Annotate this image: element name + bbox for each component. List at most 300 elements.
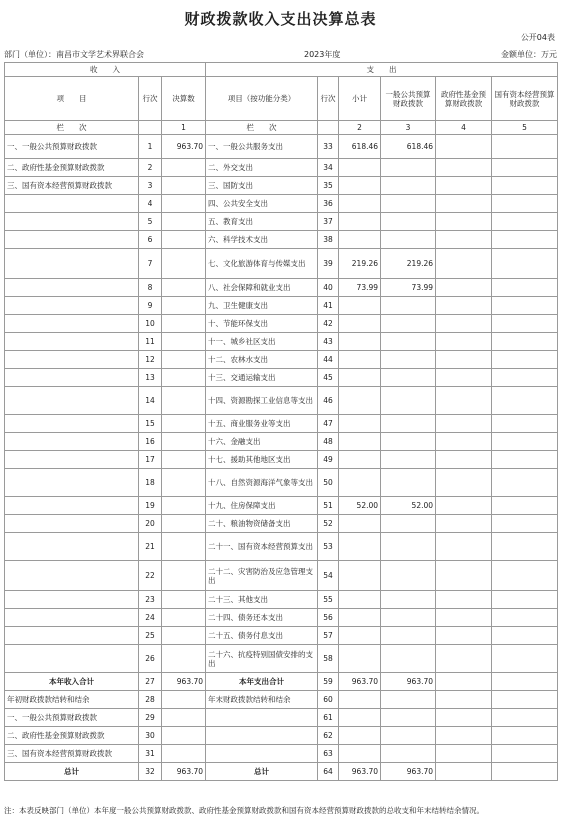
income-row-no: 11 [139,333,162,351]
col-number: 2 [339,121,381,135]
expense-gfb [436,469,492,497]
expense-gfb [436,177,492,195]
income-amount: 963.70 [162,135,206,159]
table-row [5,297,558,315]
expense-gpb [381,533,436,561]
table-row [5,763,558,781]
subtotal-header: 小计 [339,77,381,121]
expense-gpb [381,387,436,415]
expense-gpb [381,213,436,231]
expense-subtotal [339,297,381,315]
expense-row-no: 58 [318,645,339,673]
expense-row-no: 39 [318,249,339,279]
expense-scob [492,591,558,609]
expense-scob [492,691,558,709]
unit-label: 金额单位：万元 [501,50,557,59]
expense-gpb [381,727,436,745]
expense-scob [492,387,558,415]
income-row-no: 1 [139,135,162,159]
expense-item: 四、公共安全支出 [206,195,318,213]
income-amount: 963.70 [162,763,206,781]
income-item [5,561,139,591]
expense-row-no: 41 [318,297,339,315]
expense-scob [492,609,558,627]
table-row [5,515,558,533]
expense-subtotal [339,533,381,561]
expense-gfb [436,333,492,351]
income-item [5,195,139,213]
expense-item: 二十五、债务付息支出 [206,627,318,645]
expense-gfb [436,351,492,369]
income-amount [162,709,206,727]
expense-scob [492,135,558,159]
income-amount [162,297,206,315]
expense-scob [492,645,558,673]
expense-subtotal [339,627,381,645]
meta-bar [4,47,557,61]
expense-gfb [436,591,492,609]
expense-item: 十六、金融支出 [206,433,318,451]
income-row-no: 27 [139,673,162,691]
gpb-header: 一般公共预算财政拨款 [381,77,436,121]
table-row [5,645,558,673]
expense-row-no: 60 [318,691,339,709]
income-amount [162,745,206,763]
income-amount [162,213,206,231]
expense-subtotal [339,387,381,415]
expense-row-no: 51 [318,497,339,515]
income-row-no: 18 [139,469,162,497]
expense-row-no: 63 [318,745,339,763]
income-item [5,387,139,415]
income-item: 一、一般公共预算财政拨款 [5,709,139,727]
expense-item: 九、卫生健康支出 [206,297,318,315]
expense-subtotal [339,333,381,351]
expense-gpb [381,351,436,369]
col-number: 4 [436,121,492,135]
income-item: 二、政府性基金预算财政拨款 [5,727,139,745]
income-amount [162,315,206,333]
expense-gpb [381,177,436,195]
expense-subtotal [339,469,381,497]
expense-gfb [436,195,492,213]
income-amount [162,591,206,609]
expense-scob [492,469,558,497]
income-amount [162,645,206,673]
income-row-no: 2 [139,159,162,177]
expense-subtotal [339,213,381,231]
income-amount [162,451,206,469]
expense-item: 二十六、抗疫特别国债安排的支出 [206,645,318,673]
income-row-no: 3 [139,177,162,195]
expense-gpb [381,609,436,627]
income-item [5,533,139,561]
expense-row-no: 46 [318,387,339,415]
expense-row-no: 47 [318,415,339,433]
income-row-no: 16 [139,433,162,451]
table-row [5,351,558,369]
expense-gpb [381,159,436,177]
item-header: 项 目 [5,77,139,121]
expense-row-no: 48 [318,433,339,451]
table-row [5,231,558,249]
income-item [5,315,139,333]
expense-gpb: 52.00 [381,497,436,515]
form-number: 公开04表 [520,33,555,42]
expense-row-no: 61 [318,709,339,727]
row-no-header: 行次 [318,77,339,121]
expense-scob [492,177,558,195]
table-row [5,451,558,469]
expense-item [206,709,318,727]
footnote: 注：本表反映部门（单位）本年度一般公共预算财政拨款、政府性基金预算财政拨款和国有资本经营预算财政拨款的总收支和年末结转结余情况。 [4,806,484,815]
expense-scob [492,415,558,433]
expense-gpb: 73.99 [381,279,436,297]
income-row-no: 32 [139,763,162,781]
expense-row-no: 35 [318,177,339,195]
expense-row-no: 64 [318,763,339,781]
expense-subtotal: 963.70 [339,673,381,691]
expense-subtotal [339,433,381,451]
income-amount [162,469,206,497]
expense-row-no: 59 [318,673,339,691]
expense-gpb [381,515,436,533]
expense-row-no: 38 [318,231,339,249]
table-row [5,333,558,351]
income-row-no: 21 [139,533,162,561]
table-row [5,249,558,279]
table-row [5,135,558,159]
income-amount: 963.70 [162,673,206,691]
expense-scob [492,433,558,451]
expense-item: 十八、自然资源海洋气象等支出 [206,469,318,497]
expense-subtotal [339,351,381,369]
income-item: 本年收入合计 [5,673,139,691]
expense-scob [492,369,558,387]
gfb-header: 政府性基金预算财政拨款 [436,77,492,121]
income-row-no: 10 [139,315,162,333]
income-amount [162,387,206,415]
table-row [5,159,558,177]
table-row [5,627,558,645]
income-row-no: 23 [139,591,162,609]
income-row-no: 28 [139,691,162,709]
expense-row-no: 42 [318,315,339,333]
expense-gfb [436,727,492,745]
expense-item: 二、外交支出 [206,159,318,177]
income-amount [162,415,206,433]
income-item: 年初财政拨款结转和结余 [5,691,139,709]
income-item: 一、一般公共预算财政拨款 [5,135,139,159]
expense-gpb [381,591,436,609]
expense-subtotal [339,609,381,627]
income-row-no: 22 [139,561,162,591]
func-item-header: 项目（按功能分类） [206,77,318,121]
expense-subtotal [339,727,381,745]
budget-table [4,62,558,781]
expense-gfb [436,497,492,515]
expense-subtotal [339,451,381,469]
table-row [5,195,558,213]
expense-gpb [381,709,436,727]
expense-subtotal [339,315,381,333]
year-label: 2023年度 [304,50,341,59]
income-row-no: 17 [139,451,162,469]
income-row-no: 24 [139,609,162,627]
expense-row-no: 62 [318,727,339,745]
income-item: 三、国有资本经营预算财政拨款 [5,177,139,195]
expense-subtotal [339,195,381,213]
expense-item: 十九、住房保障支出 [206,497,318,515]
income-row-no: 25 [139,627,162,645]
expense-subtotal: 52.00 [339,497,381,515]
table-row [5,177,558,195]
scob-header: 国有资本经营预算财政拨款 [492,77,558,121]
income-item [5,297,139,315]
income-row-no: 7 [139,249,162,279]
expense-gpb [381,745,436,763]
col-number: 1 [162,121,206,135]
income-row-no: 26 [139,645,162,673]
expense-subtotal [339,177,381,195]
expense-gfb [436,451,492,469]
expense-row-no: 56 [318,609,339,627]
expense-scob [492,195,558,213]
table-row [5,745,558,763]
expense-row-no: 36 [318,195,339,213]
expense-item: 二十、粮油物资储备支出 [206,515,318,533]
table-row [5,369,558,387]
expense-item: 十二、农林水支出 [206,351,318,369]
table-row [5,727,558,745]
expense-gfb [436,135,492,159]
expense-gfb [436,279,492,297]
income-item [5,591,139,609]
income-row-no: 14 [139,387,162,415]
expense-subtotal [339,515,381,533]
expense-gpb [381,231,436,249]
expense-subtotal [339,561,381,591]
expense-item: 七、文化旅游体育与传媒支出 [206,249,318,279]
expense-subtotal [339,159,381,177]
expense-gfb [436,533,492,561]
expense-item: 总计 [206,763,318,781]
expense-gfb [436,213,492,231]
income-item [5,351,139,369]
table-row [5,497,558,515]
income-item [5,515,139,533]
expense-row-no: 53 [318,533,339,561]
row-no-header: 行次 [139,77,162,121]
table-body [5,135,558,781]
expense-subtotal: 618.46 [339,135,381,159]
expense-gpb: 963.70 [381,673,436,691]
expense-item: 二十四、债务还本支出 [206,609,318,627]
income-row-no: 31 [139,745,162,763]
income-item: 三、国有资本经营预算财政拨款 [5,745,139,763]
expense-row-no: 33 [318,135,339,159]
expense-gfb [436,387,492,415]
expense-scob [492,515,558,533]
income-amount [162,609,206,627]
income-amount [162,249,206,279]
expense-gpb [381,297,436,315]
table-row [5,591,558,609]
income-item [5,333,139,351]
income-item [5,231,139,249]
income-amount [162,279,206,297]
table-row [5,533,558,561]
expense-subtotal [339,745,381,763]
table-row [5,673,558,691]
expense-gfb [436,231,492,249]
income-item [5,433,139,451]
expense-row-no: 43 [318,333,339,351]
expense-gfb [436,249,492,279]
income-item [5,415,139,433]
income-row-no: 12 [139,351,162,369]
expense-item: 三、国防支出 [206,177,318,195]
expense-scob [492,727,558,745]
income-amount [162,497,206,515]
expense-gfb [436,369,492,387]
expense-subtotal [339,415,381,433]
expense-subtotal: 73.99 [339,279,381,297]
expense-gfb [436,561,492,591]
table-row [5,279,558,297]
expense-row-no: 37 [318,213,339,231]
expense-scob [492,763,558,781]
expense-gpb: 219.26 [381,249,436,279]
income-item: 总计 [5,763,139,781]
income-amount [162,515,206,533]
expense-scob [492,561,558,591]
income-amount [162,351,206,369]
expense-item: 二十一、国有资本经营预算支出 [206,533,318,561]
expense-subtotal: 219.26 [339,249,381,279]
expense-item: 五、教育支出 [206,213,318,231]
expense-row-no: 40 [318,279,339,297]
expense-row-no: 57 [318,627,339,645]
expense-row-no: 50 [318,469,339,497]
expense-gpb: 618.46 [381,135,436,159]
table-row [5,561,558,591]
table-row [5,415,558,433]
col-number: 5 [492,121,558,135]
expense-row-no: 34 [318,159,339,177]
income-amount [162,177,206,195]
income-header: 收 入 [5,63,206,77]
income-amount [162,195,206,213]
expense-scob [492,333,558,351]
income-row-no: 15 [139,415,162,433]
col-number: 3 [381,121,436,135]
expense-gfb [436,627,492,645]
expense-row-no: 52 [318,515,339,533]
expense-gfb [436,415,492,433]
income-amount [162,561,206,591]
expense-scob [492,351,558,369]
expense-gfb [436,691,492,709]
page-title: 财政拨款收入支出决算总表 [184,10,377,28]
income-row-no: 20 [139,515,162,533]
table-row [5,315,558,333]
expense-item [206,727,318,745]
expense-row-no: 55 [318,591,339,609]
expense-scob [492,213,558,231]
income-item [5,451,139,469]
expense-scob [492,451,558,469]
expense-item: 八、社会保障和就业支出 [206,279,318,297]
income-item [5,645,139,673]
empty-cell [318,121,339,135]
expense-subtotal [339,709,381,727]
income-row-no: 29 [139,709,162,727]
income-amount [162,627,206,645]
income-row-no: 30 [139,727,162,745]
expense-item: 十三、交通运输支出 [206,369,318,387]
expense-subtotal [339,369,381,387]
expense-row-no: 54 [318,561,339,591]
expense-gfb [436,673,492,691]
expense-scob [492,297,558,315]
expense-gfb [436,763,492,781]
expense-scob [492,533,558,561]
expense-gpb [381,469,436,497]
income-row-no: 8 [139,279,162,297]
expense-item: 十四、资源勘探工业信息等支出 [206,387,318,415]
expense-gpb: 963.70 [381,763,436,781]
expense-scob [492,231,558,249]
expense-header: 支 出 [206,63,558,77]
expense-row-no: 45 [318,369,339,387]
table-row [5,709,558,727]
table-row [5,213,558,231]
expense-gfb [436,315,492,333]
table-row [5,691,558,709]
expense-gpb [381,645,436,673]
income-item [5,249,139,279]
expense-gpb [381,627,436,645]
income-item [5,213,139,231]
income-amount [162,727,206,745]
income-item [5,369,139,387]
expense-item: 年末财政拨款结转和结余 [206,691,318,709]
income-amount [162,433,206,451]
expense-gfb [436,709,492,727]
expense-item: 二十二、灾害防治及应急管理支出 [206,561,318,591]
income-row-no: 6 [139,231,162,249]
expense-scob [492,673,558,691]
col-label: 栏 次 [5,121,139,135]
expense-gpb [381,315,436,333]
expense-gfb [436,745,492,763]
expense-gfb [436,297,492,315]
expense-gpb [381,415,436,433]
expense-gfb [436,159,492,177]
expense-item: 十一、城乡社区支出 [206,333,318,351]
income-row-no: 5 [139,213,162,231]
income-amount [162,159,206,177]
income-item [5,279,139,297]
income-row-no: 13 [139,369,162,387]
col-label: 栏 次 [206,121,318,135]
table-row [5,433,558,451]
income-item [5,627,139,645]
expense-scob [492,249,558,279]
income-row-no: 9 [139,297,162,315]
expense-row-no: 49 [318,451,339,469]
